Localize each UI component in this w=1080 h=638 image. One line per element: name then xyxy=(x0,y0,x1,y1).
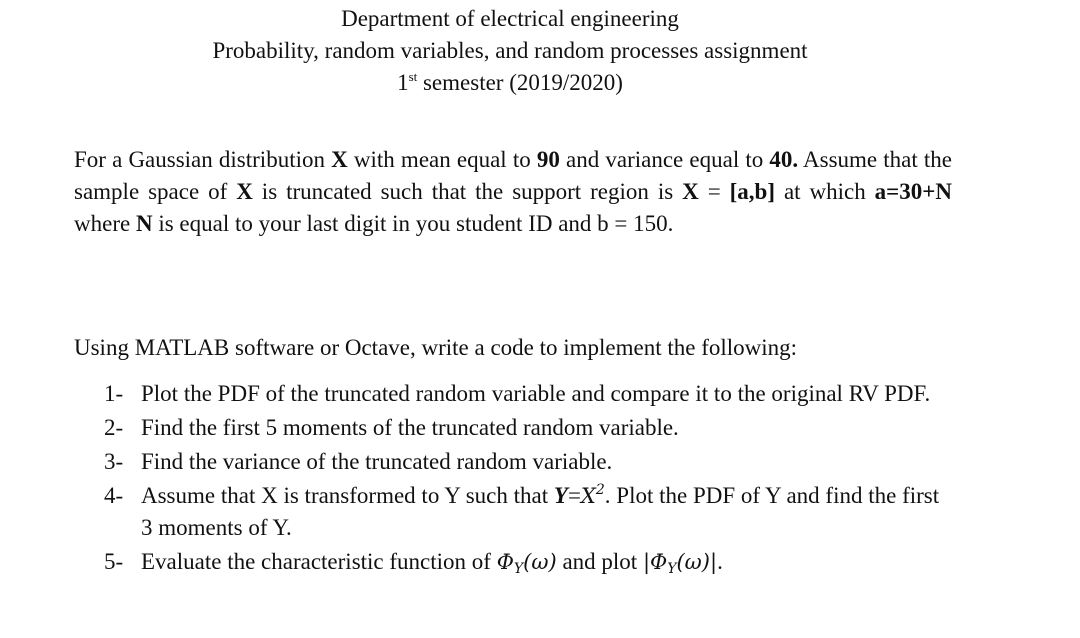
task-text: Evaluate the characteristic function of xyxy=(141,549,497,574)
task-text: Assume that X is transformed to Y such that xyxy=(141,483,554,508)
omega-argument: (ω) xyxy=(676,550,710,574)
intro-text: = xyxy=(698,179,730,204)
intro-bold: a=30+N xyxy=(874,179,952,204)
task-item-5 xyxy=(104,546,952,578)
task-number: 1- xyxy=(104,381,124,406)
task-number: 3- xyxy=(104,449,124,474)
phi-subscript: Y xyxy=(667,561,677,577)
abs-bar-open: | xyxy=(642,550,651,574)
task-text: . xyxy=(717,549,723,574)
semester-number: 1 xyxy=(397,70,409,95)
intro-text: where xyxy=(74,211,136,236)
equation-lhs: Y xyxy=(553,483,568,508)
phi-subscript: Y xyxy=(513,561,524,577)
task-number: 2- xyxy=(104,415,124,440)
characteristic-function-magnitude xyxy=(642,550,718,577)
intro-text: For a Gaussian distribution xyxy=(74,147,332,172)
semester-line xyxy=(0,67,1020,99)
intro-text: and variance equal to xyxy=(559,147,770,172)
intro-bold: 90 xyxy=(536,147,560,172)
task-number: 5- xyxy=(104,549,124,574)
intro-text: Assume that the sample space of xyxy=(74,147,952,204)
problem-statement xyxy=(74,144,952,240)
task-number: 4- xyxy=(104,483,124,508)
semester-text: semester (2019/2020) xyxy=(417,70,623,95)
task-text: Find the variance of the truncated random variable. xyxy=(141,449,613,474)
semester-ordinal-suffix: st xyxy=(408,69,418,84)
omega-argument: (ω) xyxy=(523,550,557,574)
intro-bold: X xyxy=(682,179,699,204)
intro-text: with mean equal to xyxy=(347,147,537,172)
department-title: Department of electrical engineering xyxy=(341,6,679,31)
task-text: Find the first 5 moments of the truncated random variable. xyxy=(141,415,679,440)
task-lead-in: Using MATLAB software or Octave, write a code to implement the following: xyxy=(74,335,798,360)
intro-bold: N xyxy=(135,211,153,236)
phi-symbol: Φ xyxy=(650,550,668,574)
intro-text: is equal to your last digit in you student ID and b = 150. xyxy=(152,211,674,236)
characteristic-function xyxy=(496,550,557,577)
task-text: and plot xyxy=(556,549,643,574)
phi-symbol: Φ xyxy=(496,550,514,574)
task-list xyxy=(104,378,952,578)
equation-base: X xyxy=(580,484,596,508)
intro-bold: 40. xyxy=(769,147,799,172)
equation-exponent: 2 xyxy=(595,482,605,498)
task-item-1 xyxy=(104,378,952,410)
document-header xyxy=(0,3,1020,99)
intro-bold: [a,b] xyxy=(729,179,776,204)
task-text: Plot the PDF of the truncated random variable and compare it to the original RV PDF. xyxy=(141,381,931,406)
equation-rhs xyxy=(581,484,605,508)
task-item-4 xyxy=(104,480,952,544)
course-title: Probability, random variables, and random processes assignment xyxy=(212,38,808,63)
task-item-2 xyxy=(104,412,952,444)
task-item-3 xyxy=(104,446,952,478)
equation-equals: = xyxy=(567,483,581,508)
abs-bar-close: | xyxy=(710,550,718,574)
intro-text: is truncated such that the support region is xyxy=(252,179,683,204)
task-text: . Plot the PDF of Y and find the first 3 moments of Y. xyxy=(141,483,940,540)
intro-bold: X xyxy=(236,179,253,204)
intro-text: at which xyxy=(775,179,875,204)
intro-bold: X xyxy=(331,147,348,172)
